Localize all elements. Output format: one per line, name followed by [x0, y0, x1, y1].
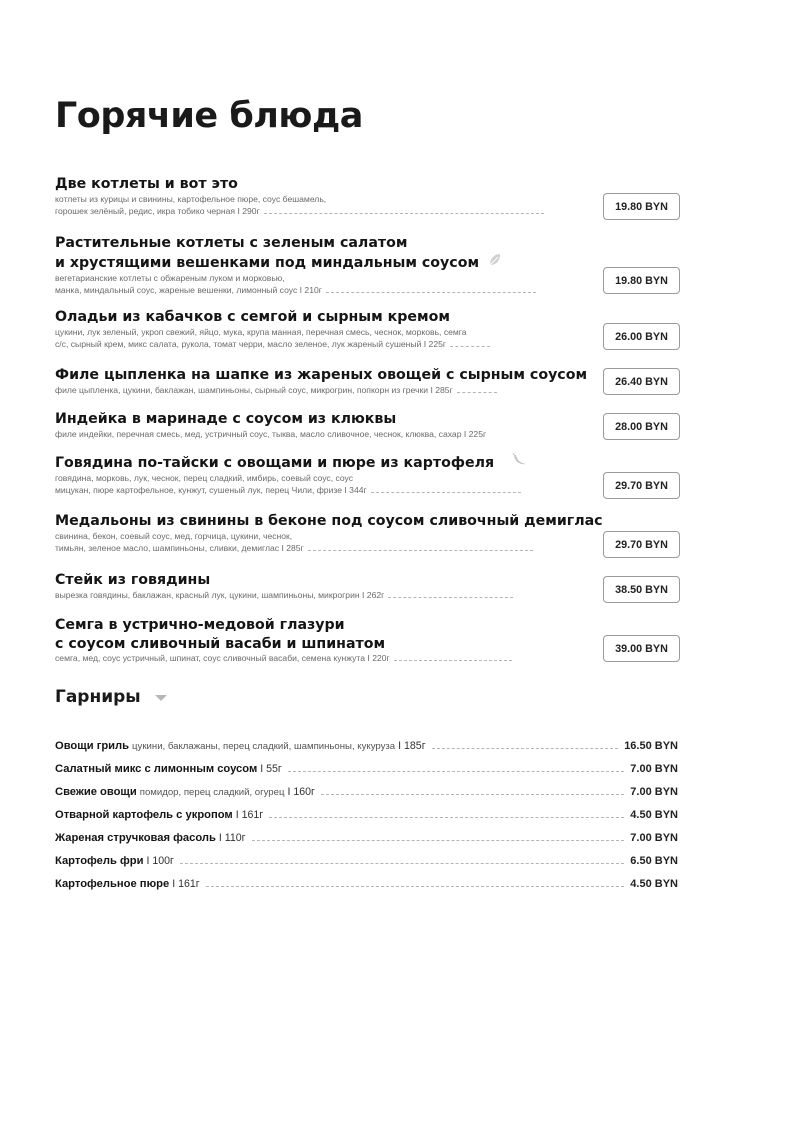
price-badge: 26.00 BYN — [603, 323, 680, 350]
dish-description: свинина, бекон, соевый соус, мед, горчица, цукини, чеснок, тимьян, зеленое масло, шампиньоны, сливки, демиглас I 285г — [55, 531, 680, 554]
dish-description: говядина, морковь, лук, чеснок, перец сладкий, имбирь, соевый соус, соус мицукан, пюре картофельное, кунжут, сушеный лук, перец Чили, фризе I 344г — [55, 473, 680, 496]
dish-description: семга, мед, соус устричный, шпинат, соус сливочный васаби, семена кунжута I 220г — [55, 653, 680, 665]
dish-description: вегетарианские котлеты с обжареным луком и морковью, манка, миндальный соус, жареные вешенки, лимонный соус I 210г — [55, 273, 680, 296]
section-title: Гарниры — [55, 687, 167, 707]
dish-item — [55, 453, 680, 501]
price-badge: 19.80 BYN — [603, 267, 680, 294]
side-dish-weight: I 160г — [287, 786, 315, 798]
dotted-leader — [269, 817, 624, 818]
dish-description: филе индейки, перечная смесь, мед, устричный соус, тыква, масло сливочное, чеснок, клюква, сахар I 225г — [55, 429, 487, 439]
side-dish-weight: I 161г — [172, 878, 200, 890]
price-badge: 39.00 BYN — [603, 635, 680, 662]
price-badge: 19.80 BYN — [603, 193, 680, 220]
price-badge: 26.40 BYN — [603, 368, 680, 395]
dish-description: цукини, лук зеленый, укроп свежий, яйцо, мука, крупа манная, перечная смесь, чеснок, морковь, семга с/с, сырный крем, микс салата, рукола, томат черри, масло зеленое, лук жареный сушеный I 225г — [55, 327, 680, 350]
dish-title: Медальоны из свинины в беконе под соусом сливочный демиглас — [55, 513, 603, 529]
side-dish-row — [55, 830, 678, 844]
dish-item — [55, 410, 680, 444]
side-dish-row — [55, 853, 678, 867]
side-dish-weight: I 110г — [218, 832, 246, 844]
price-badge: 29.70 BYN — [603, 531, 680, 558]
dish-item — [55, 308, 680, 356]
side-dish-row — [55, 738, 678, 752]
dish-title: Семга в устрично-медовой глазури с соусом сливочный васаби и шпинатом — [55, 617, 386, 652]
side-dish-row — [55, 807, 678, 821]
dish-title: Филе цыпленка на шапке из жареных овощей с сырным соусом — [55, 367, 588, 383]
chili-pepper-icon — [511, 453, 527, 473]
dish-description: котлеты из курицы и свинины, картофельное пюре, соус бешамель, горошек зелёный, редис, икра тобико черная I 290г — [55, 194, 680, 217]
dotted-leader — [206, 886, 625, 887]
dish-item — [55, 175, 680, 223]
side-dish-row — [55, 784, 678, 798]
dish-item — [55, 234, 680, 298]
dish-item — [55, 366, 680, 400]
side-dish-price: 4.50 BYN — [630, 878, 678, 890]
dish-description: филе цыпленка, цукини, баклажан, шампиньоны, сырный соус, микрогрин, попкорн из гречки I 285г — [55, 385, 680, 397]
side-dish-price: 7.00 BYN — [630, 786, 678, 798]
price-badge: 38.50 BYN — [603, 576, 680, 603]
chevron-down-icon — [155, 687, 167, 707]
side-dish-name: Картофель фри — [55, 855, 144, 867]
side-dish-price: 6.50 BYN — [630, 855, 678, 867]
side-dish-name: Картофельное пюре — [55, 878, 170, 890]
side-dish-weight: I 185г — [398, 740, 426, 752]
side-dish-weight: I 100г — [146, 855, 174, 867]
side-dish-price: 7.00 BYN — [630, 763, 678, 775]
dish-item — [55, 571, 680, 605]
dish-title: Говядина по-тайски с овощами и пюре из картофеля — [55, 453, 680, 473]
dish-title: Две котлеты и вот это — [55, 176, 238, 192]
side-dish-composition: цукини, баклажаны, перец сладкий, шампиньоны, кукуруза — [132, 741, 396, 752]
side-dish-price: 16.50 BYN — [624, 740, 678, 752]
dish-title: Стейк из говядины — [55, 572, 211, 588]
page-title: Горячие блюда — [55, 96, 363, 136]
side-dish-price: 7.00 BYN — [630, 832, 678, 844]
side-dish-name: Салатный микс с лимонным соусом — [55, 763, 258, 775]
dotted-leader — [432, 748, 619, 749]
leaf-icon — [488, 253, 502, 273]
dotted-leader — [321, 794, 624, 795]
dotted-leader — [180, 863, 624, 864]
dish-title: Индейка в маринаде с соусом из клюквы — [55, 411, 397, 427]
side-dish-name: Отварной картофель с укропом — [55, 809, 233, 821]
side-dish-name: Свежие овощи — [55, 786, 137, 798]
dish-description: вырезка говядины, баклажан, красный лук, цукини, шампиньоны, микрогрин I 262г — [55, 590, 680, 602]
side-dish-price: 4.50 BYN — [630, 809, 678, 821]
side-dish-name: Овощи гриль — [55, 740, 130, 752]
side-dish-name: Жареная стручковая фасоль — [55, 832, 216, 844]
price-badge: 29.70 BYN — [603, 472, 680, 499]
dotted-leader — [288, 771, 625, 772]
side-dish-weight: I 55г — [260, 763, 282, 775]
dish-item — [55, 512, 680, 560]
price-badge: 28.00 BYN — [603, 413, 680, 440]
dish-title: Растительные котлеты с зеленым салатом и хрустящими вешенками под миндальным соусом — [55, 234, 680, 273]
side-dish-row — [55, 761, 678, 775]
dotted-leader — [252, 840, 625, 841]
side-dish-composition: помидор, перец сладкий, огурец — [139, 787, 285, 798]
dish-title: Оладьи из кабачков с семгой и сырным кремом — [55, 309, 450, 325]
side-dish-weight: I 161г — [235, 809, 264, 821]
dish-item — [55, 616, 680, 664]
side-dish-row — [55, 876, 678, 890]
